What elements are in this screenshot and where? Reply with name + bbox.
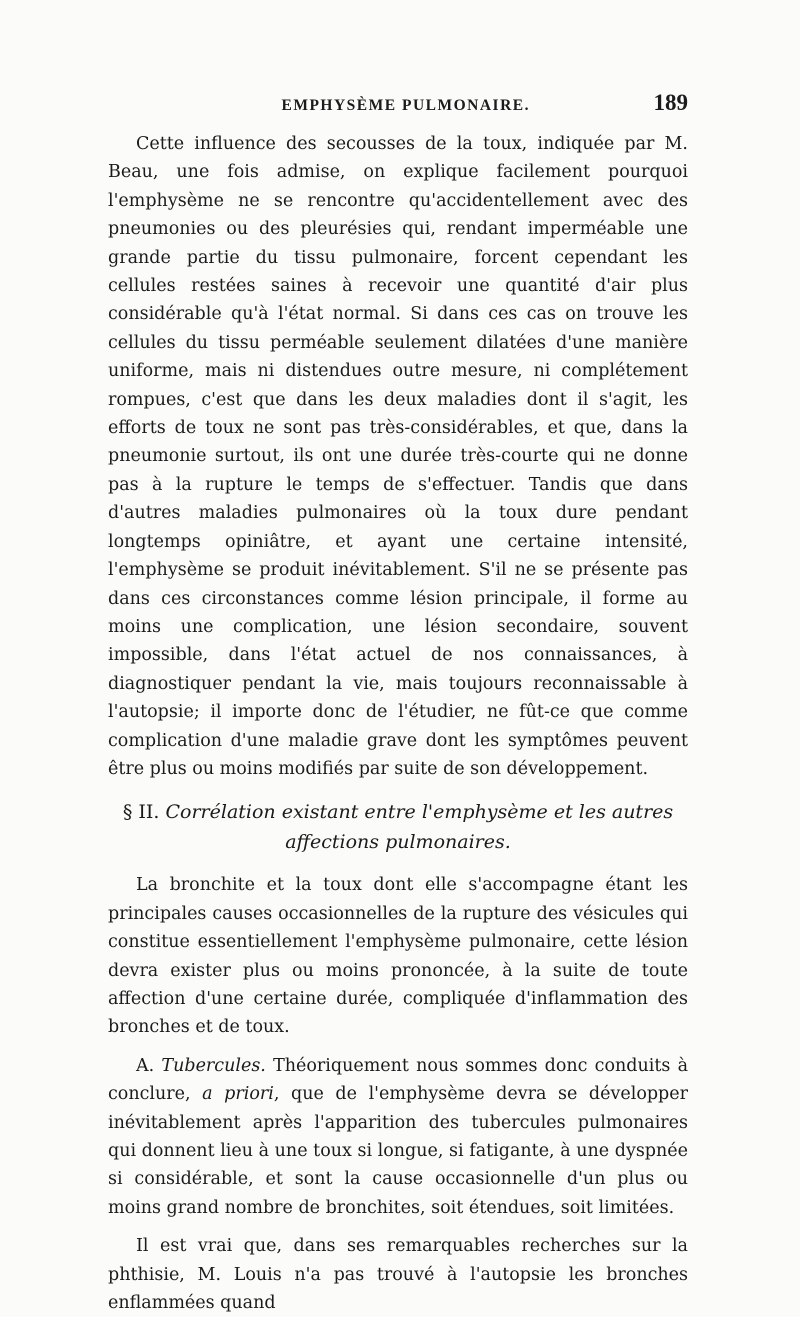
paragraph-3-part-b: , que de l'emphysème devra se développer inévitablement après l'apparition des tubercules pulmonaires qui donnent lieu à une toux si longue, si fatigante, à une dyspnée si considérable, et sont la cause occasionnelle d'un plus ou moins grand nombre de bronchites, soit étendues, soit limitées.: [108, 1084, 688, 1218]
paragraph-3-part-a: Théoriquement nous sommes donc conduits à conclure,: [108, 1055, 689, 1105]
paragraph-1: Cette influence des secousses de la toux, indiquée par M. Beau, une fois admise, on explique facilement pourquoi l'emphysème ne se rencontre qu'accidentellement avec des pneumonies ou des pleurésies qui, rendant imperméable une grande partie du tissu pulmonaire, forcent cependant les cellules restées saines à recevoir une quantité d'air plus considérable qu'à l'état normal. Si dans ces cas on trouve les cellules du tissu perméable seulement dilatées d'une manière uniforme, mais ni distendues outre mesure, ni complétement rompues, c'est que dans les deux maladies dont il s'agit, les efforts de toux ne sont pas très-considérables, et que, dans la pneumonie surtout, ils ont une durée très-courte qui ne donne pas à la rupture le temps de s'effectuer. Tandis que dans d'autres maladies pulmonaires où la toux dure pendant longtemps opiniâtre, et ayant une certaine intensité, l'emphysème se produit inévitablement. S'il ne se présente pas dans ces circonstances comme lésion principale, il forme au moins une complication, une lésion secondaire, souvent impossible, dans l'état actuel de nos connaissances, à diagnostiquer pendant la vie, mais toujours reconnaissable à l'autopsie; il importe donc de l'étudier, ne fût-ce que comme complication d'une maladie grave dont les symptômes peuvent être plus ou moins modifiés par suite de son développement.: [108, 134, 688, 779]
paragraph-4: Il est vrai que, dans ses remarquables recherches sur la phthisie, M. Louis n'a pas trouvé à l'autopsie les bronches enflammées quand: [108, 1236, 688, 1314]
section-title: Corrélation existant entre l'emphysème et les autres affections pulmonaires.: [165, 801, 674, 854]
section-number: § II.: [122, 801, 160, 824]
page-number: 189: [653, 90, 688, 115]
page-header: [108, 90, 688, 130]
section-heading: [108, 797, 688, 857]
running-title: EMPHYSÈME PULMONAIRE.: [281, 97, 530, 114]
book-page: [108, 90, 688, 1317]
subsection-title: Tubercules.: [161, 1055, 266, 1076]
paragraph-2: La bronchite et la toux dont elle s'accompagne étant les principales causes occasionnelles de la rupture des vésicules qui constitue essentiellement l'emphysème pulmonaire, cette lésion devra exister plus ou moins prononcée, à la suite de toute affection d'une certaine durée, compliquée d'inflammation des bronches et de toux.: [108, 875, 688, 1038]
paragraph-3: [108, 1052, 688, 1222]
latin-phrase: a priori: [202, 1084, 274, 1105]
subsection-letter: A.: [136, 1055, 162, 1076]
